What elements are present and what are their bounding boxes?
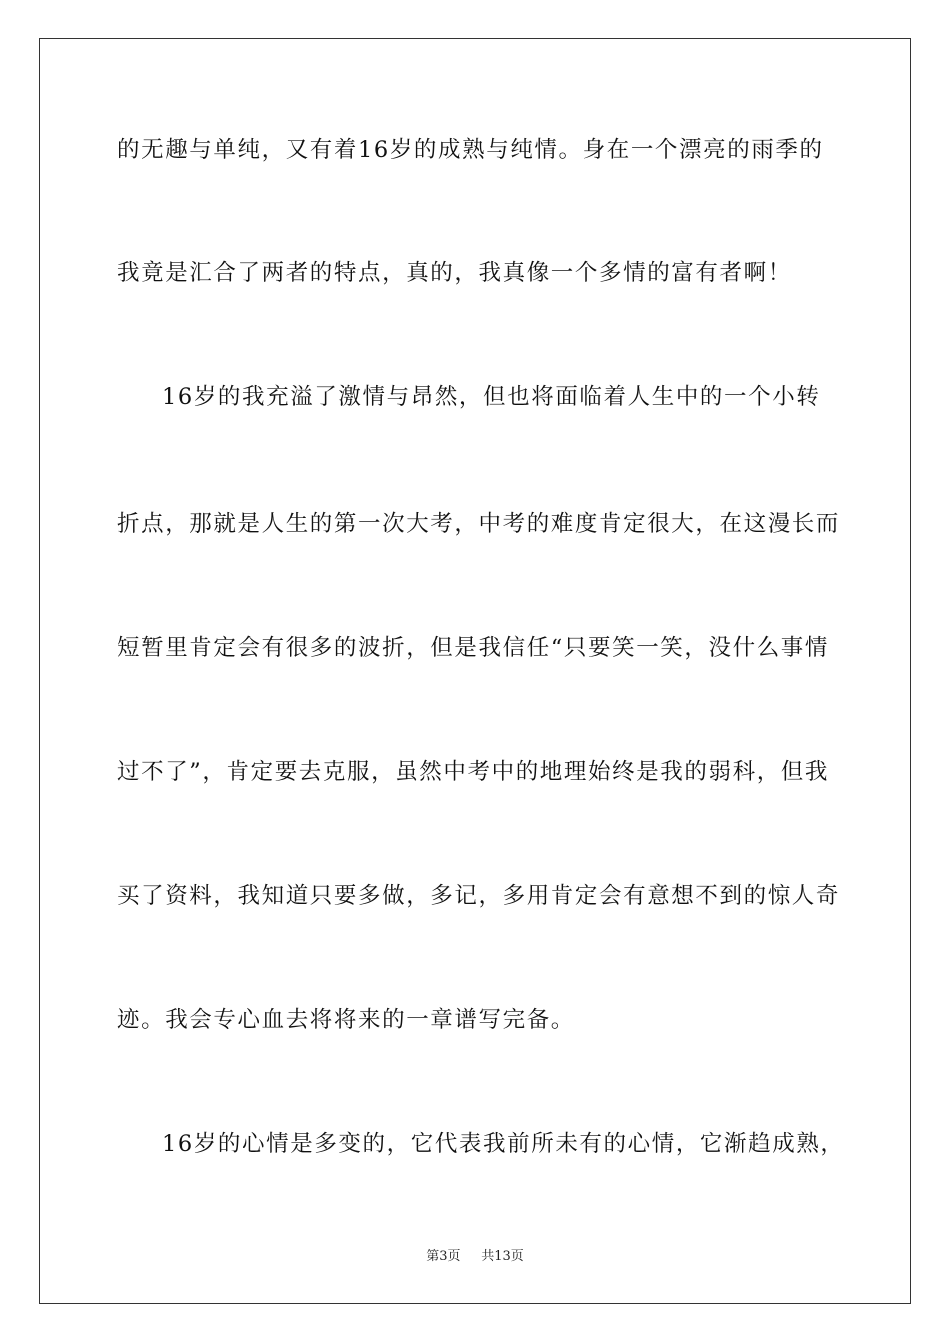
page-frame	[39, 38, 911, 1304]
body-line-7: 买了资料，我知道只要多做，多记，多用肯定会有意想不到的惊人奇	[117, 883, 841, 909]
total-pages-label: 共13页	[481, 1249, 524, 1264]
page-number-label: 第3页	[426, 1249, 461, 1264]
page-footer	[0, 1248, 950, 1266]
body-line-4: 折点，那就是人生的第一次大考，中考的难度肯定很大，在这漫长而	[117, 511, 841, 537]
paragraph-start-line-9: 16岁的心情是多变的，它代表我前所未有的心情，它渐趋成熟，	[162, 1131, 845, 1157]
body-line-1: 的无趣与单纯，又有着16岁的成熟与纯情。身在一个漂亮的雨季的	[117, 137, 824, 163]
body-line-5: 短暂里肯定会有很多的波折，但是我信任“只要笑一笑，没什么事情	[117, 635, 830, 661]
body-line-6: 过不了”，肯定要去克服，虽然中考中的地理始终是我的弱科，但我	[117, 759, 830, 785]
body-line-8: 迹。我会专心血去将将来的一章谱写完备。	[117, 1007, 575, 1033]
paragraph-start-line-3: 16岁的我充溢了激情与昂然，但也将面临着人生中的一个小转	[162, 384, 821, 410]
body-line-2: 我竟是汇合了两者的特点，真的，我真像一个多情的富有者啊！	[117, 260, 792, 286]
